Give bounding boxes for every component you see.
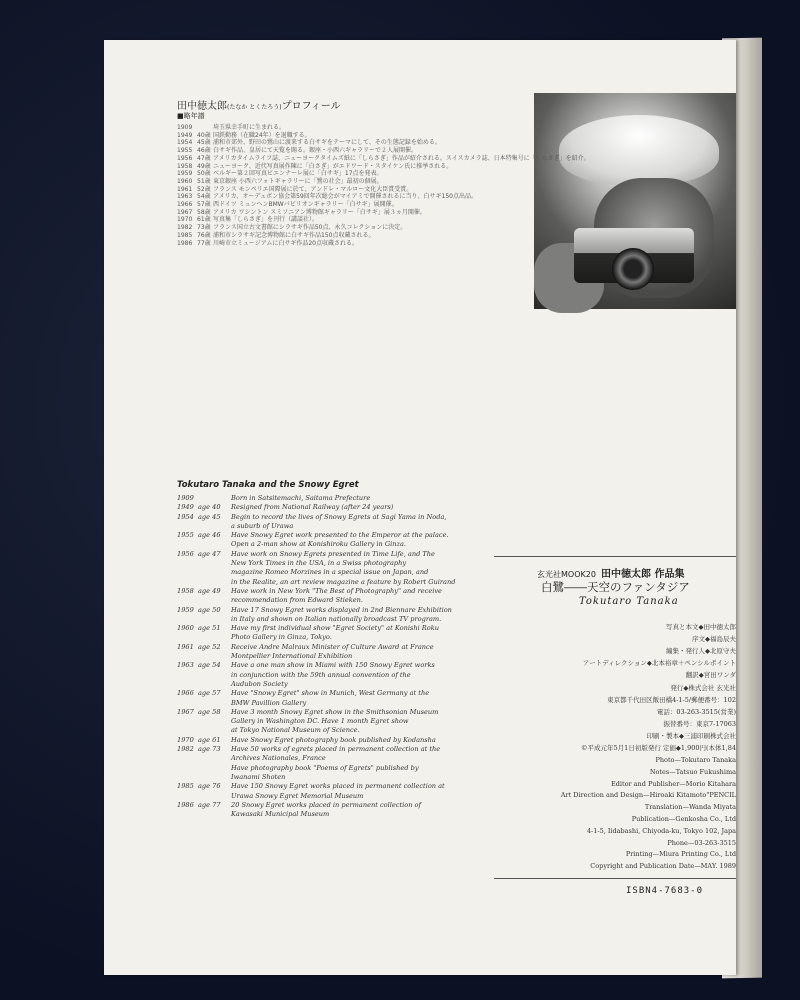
credit-line: Art Direction and Design—Hiroaki Kitamoto"PENCIL [560, 791, 736, 800]
photo-hat [559, 115, 719, 185]
chronology-year: 1961 [177, 185, 193, 193]
chronology-text: Have 3 month Snowy Egret show in the Smithsonian Museum Gallery in Washington DC. Have 1 month Egret show at Tokyo National Museum of Science. [231, 707, 439, 735]
chronology-row [177, 643, 507, 662]
chronology-year: 1985 [177, 782, 194, 791]
chronology-text: Have work in New York "The Best of Photography" and receive recommendation from Edward Stieken. [231, 586, 442, 605]
chronology-age: 40歳 [197, 131, 211, 139]
chronology-text: ベルギー第２回写真ビエンナーレ展に「白サギ」17点を発表。 [213, 170, 383, 178]
chronology-row [177, 689, 507, 708]
chronology-age: age 77 [198, 800, 221, 809]
chronology-text: Have work on Snowy Egrets presented in Time Life, and The New York Times in the USA, in a Swiss photography magazine Romeo Morzines in a special issue on Japan, and in the Realite, an art review magazine a feature by Robert Guirand [231, 549, 456, 586]
chronology-age: 61歳 [197, 216, 211, 224]
jp-chronology [177, 124, 590, 247]
chronology-age [198, 494, 231, 503]
chronology-text: Have 50 works of egrets placed in permanent collection at the Archives Nationales, France Have photography book "Poems of Egrets" published by Iwanami Shoten [231, 745, 441, 781]
chronology-text: フランス国立古文書館にシラサギ作品50点、永久コレクションに決定。 [213, 224, 407, 232]
chronology-text: アメリカタイムライフ誌、ニューヨークタイムズ紙に「しらさぎ」作品が紹介される。スイスカメラ誌、日本特集号に「しらさぎ」を紹介。 [213, 154, 590, 162]
credit-line: Photo—Tokutaro Tanaka [655, 756, 736, 764]
chronology-age: age 73 [198, 745, 221, 754]
chronology-row [177, 782, 507, 801]
chronology-age: 50歳 [197, 170, 211, 178]
chronology-age: 58歳 [197, 208, 211, 216]
chronology-text: 埼玉県幸手町に生まれる。 [213, 124, 286, 131]
chronology-year: 1966 [177, 689, 194, 698]
chronology-year: 1949 [177, 131, 193, 139]
chronology-row [177, 147, 517, 155]
chronology-year: 1960 [177, 177, 193, 185]
credit-line: Publication—Genkosha Co., Ltd [631, 815, 736, 823]
en-chronology [177, 494, 507, 819]
colophon-top-rule [494, 556, 736, 557]
credit-line: 編集・発行人◆北原守夫 [666, 647, 736, 656]
chronology-age: age 51 [198, 624, 221, 633]
chronology-age: 57歳 [197, 201, 211, 209]
chronology-text: Have Snowy Egret photography book published by Kodansha [231, 735, 436, 744]
chronology-row [177, 216, 517, 224]
chronology-text: Have 150 Snowy Egret works placed in permanent collection at Urawa Snowy Egret Memorial Museum [231, 782, 445, 800]
chronology-year: 1909 [177, 124, 193, 131]
portrait-photo [534, 93, 736, 309]
chronology-text: 20 Snowy Egret works placed in permanent collection of Kawasaki Municipal Museum [231, 800, 421, 819]
chronology-text: 白サギ作品、皇居にて天覧を賜る。銀座・小西六ギャラリーで２人展開催。 [213, 147, 418, 155]
chronology-row [177, 139, 517, 147]
chronology-age: 51歳 [197, 177, 211, 185]
chronology-row [177, 606, 507, 625]
chronology-age: age 46 [198, 531, 221, 540]
chronology-year: 1959 [177, 605, 194, 614]
chronology-row [177, 193, 517, 201]
chronology-year: 1958 [177, 162, 193, 170]
credit-line: 東京都千代田区飯田橋4-1-5/郵便番号：102 [607, 695, 736, 704]
jp-title-suffix: プロフィール [281, 101, 341, 112]
chronology-year: 1982 [177, 745, 194, 754]
chronology-text: Have "Snowy Egret" show in Munich, West Germany at the BMW Pavillion Gallery [231, 689, 430, 707]
chronology-age: 73歳 [197, 224, 211, 232]
credit-line: Phone—03-263-3515 [667, 838, 736, 847]
chronology-age: 52歳 [197, 185, 211, 193]
credit-line: Notes—Tatsuo Fukushima [649, 767, 736, 776]
chronology-year: 1986 [177, 239, 193, 247]
photo-lens [612, 248, 654, 290]
chronology-row [177, 124, 517, 132]
chronology-row [177, 154, 590, 163]
chronology-row [177, 745, 507, 782]
credit-line: 発行◆株式会社 玄光社 [670, 683, 736, 692]
chronology-text: Born in Satsitemachi, Saitama Prefecture [231, 494, 371, 502]
chronology-row [177, 708, 507, 736]
chronology-row [177, 661, 507, 689]
chronology-row [177, 587, 507, 606]
credit-line: 電話：03-263-3515(営業) [656, 707, 736, 716]
chronology-text: 西ドイツ ミュンヘンBMWパビリオンギャラリー「白サギ」展開催。 [213, 201, 398, 209]
chronology-text: Resigned from National Railway (after 24 years) [231, 503, 394, 512]
chronology-row [177, 503, 507, 512]
chronology-age: age 54 [198, 661, 221, 670]
chronology-year: 1967 [177, 208, 193, 216]
chronology-row [177, 494, 507, 503]
chronology-row [177, 550, 507, 587]
chronology-age [197, 124, 213, 132]
book-title-jp: 白鷺――天空のファンタジア [541, 580, 690, 594]
chronology-year: 1955 [177, 147, 193, 155]
jp-profile-subtitle: ■略年譜 [177, 112, 205, 120]
chronology-age: 47歳 [197, 154, 211, 162]
chronology-year: 1982 [177, 224, 193, 232]
chronology-row [177, 224, 517, 232]
en-profile-title: Tokutaro Tanaka and the Snowy Egret [177, 480, 359, 490]
chronology-year: 1961 [177, 642, 194, 651]
chronology-year: 1963 [177, 661, 194, 670]
chronology-text: フランス モンペリエ国際展に於て、アンドレ・マルロー文化大臣賞受賞。 [213, 185, 413, 193]
chronology-text: Receive Andre Malraux Minister of Culture Award at France Montpellier International Exhibition [231, 642, 434, 661]
chronology-year: 1959 [177, 170, 193, 178]
chronology-row [177, 736, 507, 745]
jp-name: 田中徳太郎 [177, 101, 227, 112]
credit-line: Editor and Publisher—Morio Kitahara [610, 779, 736, 788]
chronology-row [177, 624, 507, 643]
chronology-age: age 40 [198, 503, 221, 512]
chronology-text: Have a one man show in Miami with 150 Snowy Egret works in conjunction with the 59th annual convention of the Audubon Society [231, 661, 435, 688]
chronology-year: 1958 [177, 586, 194, 595]
chronology-year: 1954 [177, 512, 194, 521]
chronology-text: 浦和市郊外、野田の鷺山に渡来する白サギをテーマにして、その生態記録を始める。 [213, 139, 441, 147]
chronology-text: 東京銀座 小西六フォトギャラリーに「鷺の社会」最初の個展。 [213, 177, 383, 185]
chronology-text: Have 17 Snowy Egret works displayed in 2nd Biennare Exhibition in Italy and shown on Italian nationally broadcast TV program. [231, 605, 452, 623]
chronology-text: 国鉄勤務（在職24年）を退職する。 [213, 131, 311, 139]
chronology-age: 49歳 [197, 162, 211, 170]
credit-line: Translation—Wanda Miyata [644, 803, 736, 812]
series-name: 玄光社MOOK20 [537, 570, 596, 579]
credit-line: Printing—Miura Printing Co., Ltd [625, 850, 736, 859]
chronology-row [177, 240, 517, 248]
chronology-row [177, 170, 517, 178]
chronology-age: 45歳 [197, 139, 211, 147]
credit-line: アートディレクション◆北本裕章＋ペンシルポイント [582, 659, 736, 668]
chronology-year: 1909 [177, 494, 194, 502]
book-title-en: Tokutaro Tanaka [579, 596, 679, 607]
chronology-year: 1954 [177, 139, 193, 147]
jp-ruby: (たなか とくたろう) [227, 104, 282, 111]
chronology-age: age 57 [198, 689, 221, 698]
chronology-text: アメリカ、オーデュボン協会第59回年次総会がマイアミで開催されるに当り、白サギ150点出品。 [213, 193, 477, 201]
credit-line: 写真と本文◆田中徳太郎 [666, 623, 736, 631]
colophon-series [537, 565, 685, 580]
chronology-age: age 47 [198, 549, 221, 558]
chronology-year: 1986 [177, 800, 194, 809]
credit-line: 4-1-5, Iidabashi, Chiyoda-ku, Tokyo 102, Japa [586, 826, 736, 835]
chronology-age: age 45 [198, 512, 221, 521]
colophon-bottom-rule [494, 878, 736, 879]
credit-line: 振替番号：東京7-17063 [663, 719, 736, 728]
chronology-age: 76歳 [197, 231, 211, 239]
credit-line: Copyright and Publication Date—MAY. 1989 [590, 862, 736, 871]
chronology-year: 1963 [177, 193, 193, 201]
chronology-year: 1970 [177, 735, 194, 744]
credit-line: 序文◆福島辰夫 [692, 635, 736, 644]
chronology-year: 1970 [177, 216, 193, 224]
chronology-text: 川崎市立ミュージアムに白サギ作品20点収蔵される。 [213, 239, 358, 247]
chronology-age: age 52 [198, 642, 221, 651]
chronology-age: age 49 [198, 586, 221, 595]
chronology-text: Begin to record the lives of Snowy Egrets at Sagi Yama in Noda, a suburb of Urawa [231, 512, 447, 530]
chronology-age: 54歳 [197, 193, 211, 201]
chronology-text: Have Snowy Egret work presented to the Emperor at the palace. Open a 2-man show at Konishiroku Gallery in Ginza. [231, 531, 449, 549]
chronology-age: age 58 [198, 707, 221, 716]
chronology-age: 77歳 [197, 239, 211, 247]
chronology-age: age 50 [198, 605, 221, 614]
chronology-age: age 76 [198, 782, 221, 791]
chronology-row [177, 201, 517, 209]
chronology-year: 1955 [177, 531, 194, 540]
chronology-year: 1956 [177, 154, 193, 162]
chronology-row [177, 531, 507, 550]
isbn: ISBN4-7683-0 [626, 886, 704, 896]
chronology-text: アメリカ ワシントン スミソニアン博物館ギャラリー「白サギ」展３ヵ月開催。 [213, 208, 426, 216]
credit-line: 翻訳◆宮田ワンダ [685, 671, 736, 680]
chronology-row [177, 232, 517, 240]
credit-line: ©平成元年5月1日初版発行 定価◆1,900円(本体1,84 [581, 744, 736, 752]
chronology-row [177, 801, 507, 820]
chronology-row [177, 513, 507, 532]
chronology-text: 浦和市シラサギ記念博物館に白サギ作品150点収蔵される。 [213, 231, 375, 239]
series-title: 田中徳太郎 作品集 [601, 569, 685, 580]
chronology-row [177, 178, 517, 186]
chronology-year: 1956 [177, 549, 194, 558]
chronology-age: age 61 [198, 735, 221, 744]
chronology-age: 46歳 [197, 147, 211, 155]
chronology-text: 写真集「しらさぎ」を刊行（講談社）。 [213, 216, 319, 224]
jp-profile-title [177, 97, 341, 112]
chronology-text: ニューヨーク、近代写真展作陳に「白さぎ」がエドワード・スタイケン氏に推挙される。 [213, 162, 453, 170]
chronology-year: 1960 [177, 624, 194, 633]
credit-line: 印刷・製本◆三浦印刷株式会社 [646, 731, 736, 740]
chronology-year: 1966 [177, 201, 193, 209]
chronology-year: 1949 [177, 503, 194, 512]
chronology-text: Have my first individual show "Egret Society" at Konishi Roku Photo Gallery in Ginza, Tokyo. [231, 624, 439, 642]
chronology-year: 1985 [177, 231, 193, 239]
chronology-year: 1967 [177, 707, 194, 716]
